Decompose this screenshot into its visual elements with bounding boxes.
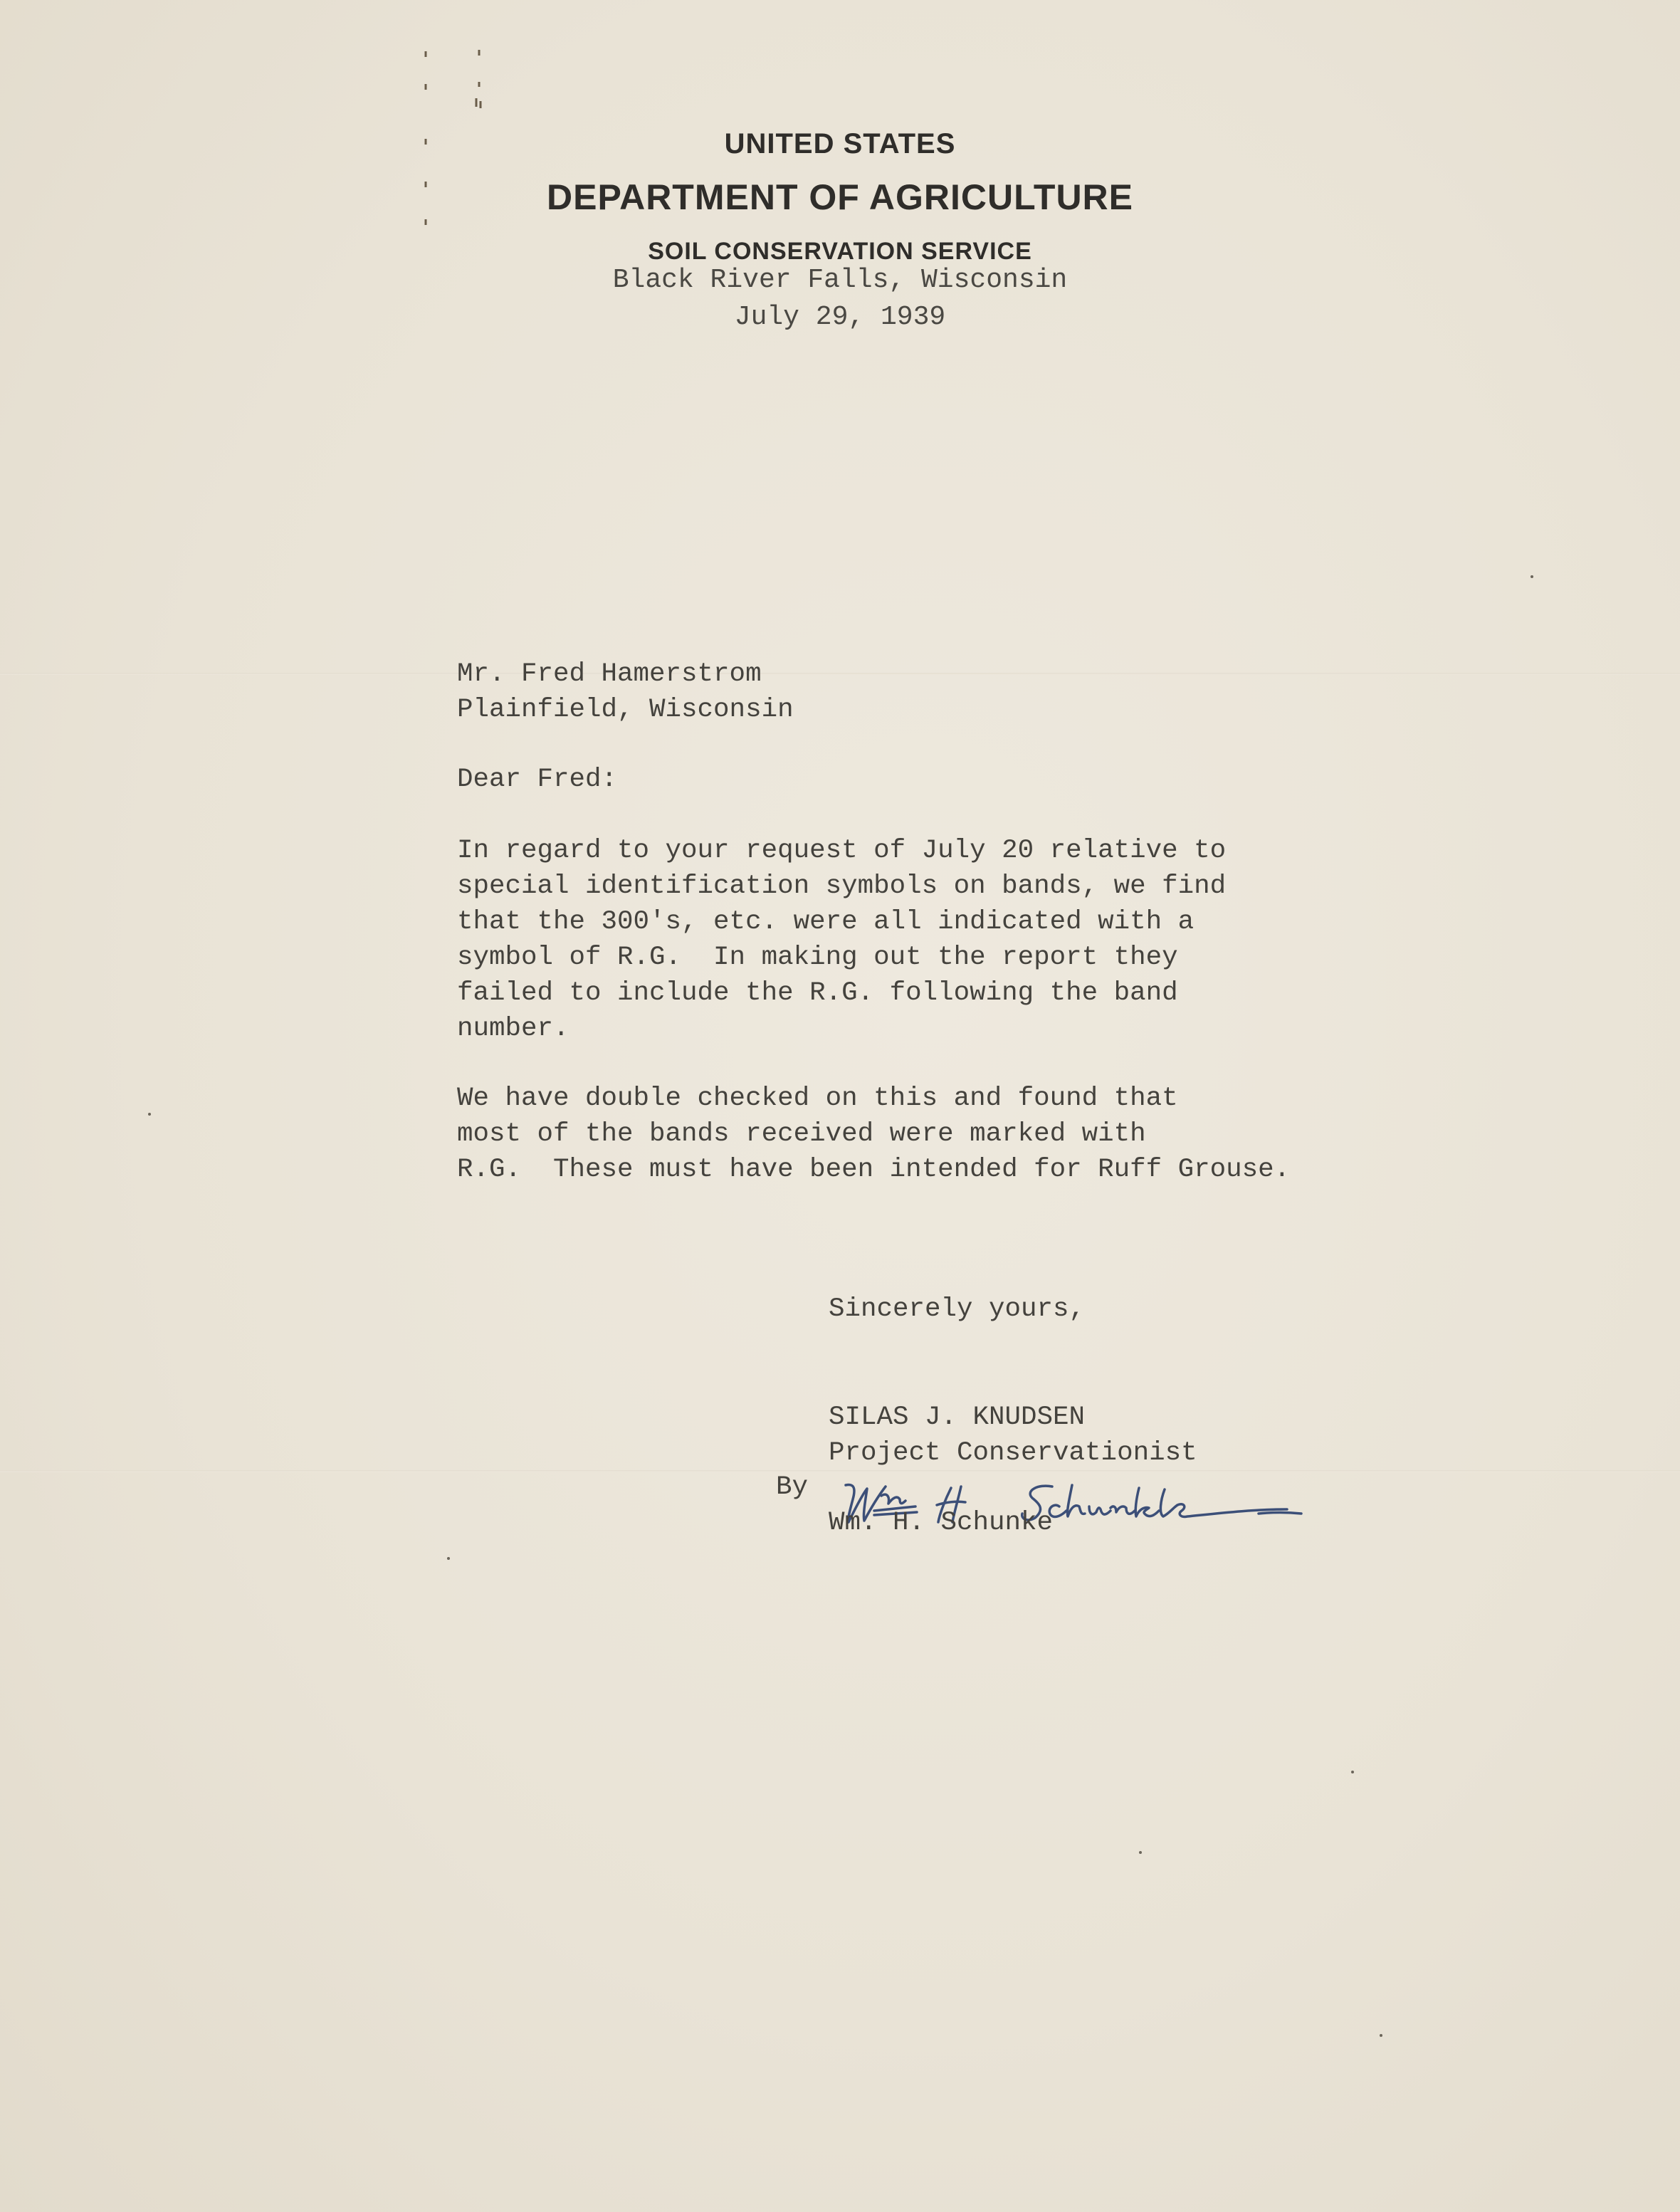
signed-name: Wm. H. Schunke <box>829 1508 1054 1538</box>
paper-speck <box>1531 575 1533 578</box>
by-label: By <box>776 1472 809 1502</box>
salutation: Dear Fred: <box>457 765 618 795</box>
body-line: special identification symbols on bands, we find <box>457 871 1227 901</box>
body-line: symbol of R.G. In making out the report they <box>457 943 1178 973</box>
body-paragraph-2 <box>457 1081 1290 1188</box>
body-line: most of the bands received were marked with <box>457 1119 1146 1149</box>
fold-line <box>0 673 1680 675</box>
body-line: that the 300's, etc. were all indicated with a <box>457 907 1195 937</box>
paper-speck <box>1380 2034 1382 2037</box>
recipient-address: Plainfield, Wisconsin <box>457 695 794 725</box>
body-line: failed to include the R.G. following the band <box>457 978 1178 1008</box>
letterhead-location: Black River Falls, Wisconsin <box>612 265 1068 295</box>
paper-speck <box>447 1557 450 1560</box>
letterhead-country: UNITED STATES <box>724 128 956 159</box>
recipient-block <box>457 656 794 728</box>
body-line: In regard to your request of July 20 relative to <box>457 836 1227 866</box>
paper-speck <box>1139 1851 1142 1854</box>
closing: Sincerely yours, <box>829 1294 1086 1324</box>
signatory-name: SILAS J. KNUDSEN <box>829 1403 1086 1432</box>
paper-speck <box>1351 1771 1354 1773</box>
letterhead-department: DEPARTMENT OF AGRICULTURE <box>546 177 1134 217</box>
signatory-title: Project Conservationist <box>829 1438 1197 1468</box>
letter-date: July 29, 1939 <box>734 302 946 332</box>
letterhead-service: SOIL CONSERVATION SERVICE <box>648 238 1032 265</box>
body-line: R.G. These must have been intended for Ruff Grouse. <box>457 1155 1291 1185</box>
body-line: number. <box>457 1014 569 1044</box>
paper-speck <box>148 1113 151 1116</box>
recipient-name: Mr. Fred Hamerstrom <box>457 659 762 689</box>
body-line: We have double checked on this and found that <box>457 1084 1178 1113</box>
body-paragraph-1 <box>457 833 1226 1047</box>
